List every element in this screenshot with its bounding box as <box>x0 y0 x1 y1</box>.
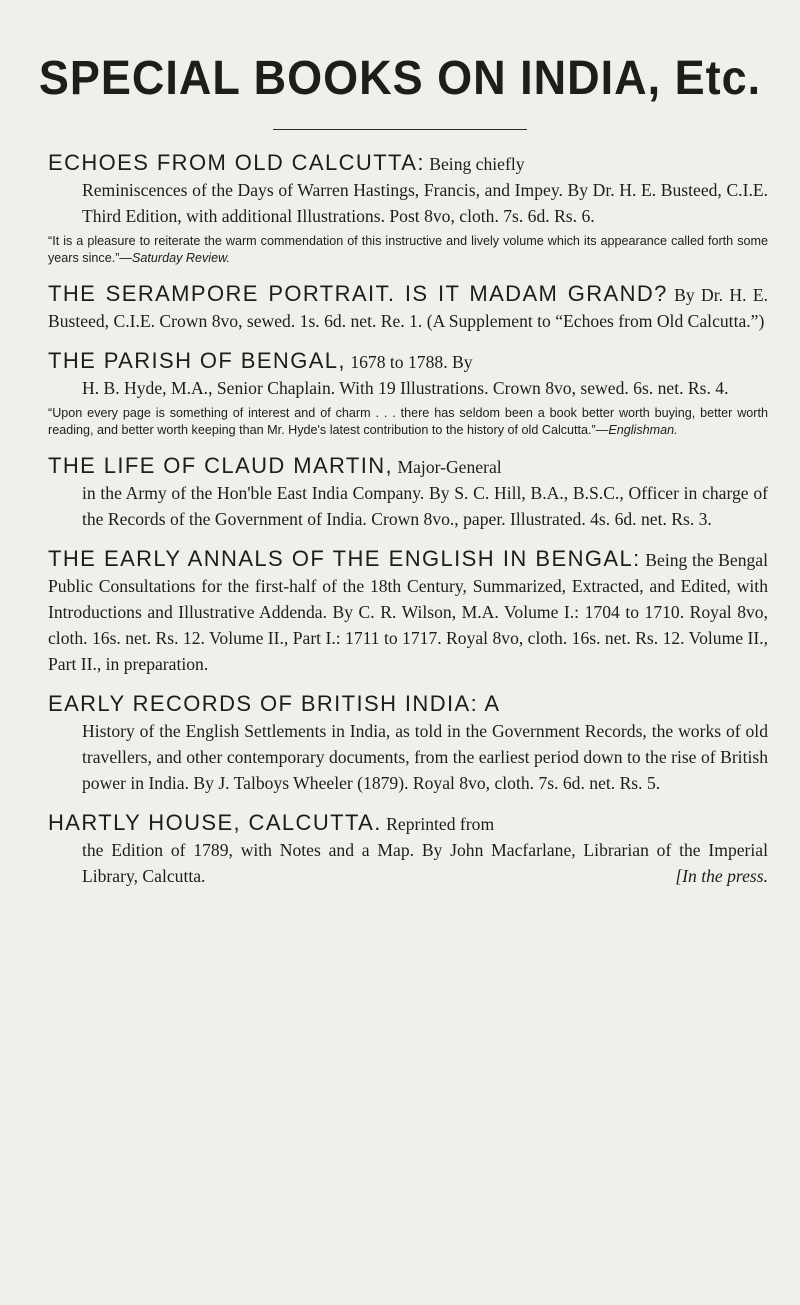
quote-text: “Upon every page is something of interest and of charm . . . there has seldom been a book better worth buying, better worth reading, and better worth keeping than Mr. Hyde's latest contribution to the history of old Calcutta.” <box>48 406 768 437</box>
title-divider <box>273 129 527 130</box>
book-entry-parish <box>48 348 768 439</box>
page-title: SPECIAL BOOKS ON INDIA, Etc. <box>38 49 762 105</box>
book-lead: Being chiefly <box>424 154 525 174</box>
book-details: By Dr. H. E. Busteed, C.I.E. Crown 8vo, sewed. 1s. 6d. net. Re. 1. (A Supplement to “Echoes from Old Calcutta.”) <box>48 285 769 331</box>
book-description <box>48 281 768 334</box>
book-heading: THE LIFE OF CLAUD MARTIN, <box>48 453 394 478</box>
book-details: History of the English Settlements in India, as told in the Government Records, the works of old travellers, and other contemporary documents, from the earliest period down to the rise of British power in India. By J. Talboys Wheeler (1879). Royal 8vo, cloth. 7s. 6d. net. Rs. 5. <box>82 721 768 793</box>
book-heading: HARTLY HOUSE, CALCUTTA. <box>48 810 382 835</box>
book-description <box>48 348 768 401</box>
book-details: Reminiscences of the Days of Warren Hastings, Francis, and Impey. By Dr. H. E. Busteed, C.I.E. Third Edition, with additional Illustrations. Post 8vo, cloth. 7s. 6d. Rs. 6. <box>82 180 768 226</box>
book-details-wrap <box>48 837 768 889</box>
book-heading: EARLY RECORDS OF BRITISH INDIA: A <box>48 691 501 716</box>
review-quote <box>48 405 768 439</box>
book-lead: 1678 to 1788. By <box>345 352 473 372</box>
book-description <box>48 546 768 677</box>
book-heading: ECHOES FROM OLD CALCUTTA: <box>48 150 425 175</box>
book-details: H. B. Hyde, M.A., Senior Chaplain. With 19 Illustrations. Crown 8vo, sewed. 6s. net. Rs. 4. <box>82 378 729 398</box>
quote-source: —Saturday Review. <box>119 251 230 265</box>
book-entry-serampore <box>48 281 768 334</box>
quote-source: —Englishman. <box>595 423 678 437</box>
book-lead: Major-General <box>393 457 502 477</box>
book-description <box>48 150 768 229</box>
book-entry-hartly-house <box>48 810 768 889</box>
book-entry-early-records <box>48 691 768 796</box>
book-lead: Reprinted from <box>381 814 495 834</box>
book-description <box>48 453 768 532</box>
book-heading: THE SERAMPORE PORTRAIT. IS IT MADAM GRAND? <box>48 281 668 306</box>
book-heading: THE EARLY ANNALS OF THE ENGLISH IN BENGAL: <box>48 546 641 571</box>
book-list <box>48 150 768 903</box>
book-details: Being the Bengal Public Consultations for the first-half of the 18th Century, Summarized, Extracted, and Edited, with Introductions and Illustrative Addenda. By C. R. Wilson, M.A. Volume I.: 1704 to 1710. Royal 8vo, cloth. 16s. net. Rs. 12. Volume II., Part I.: 1711 to 1717. Royal 8vo, cloth. 16s. net. Rs. 12. Volume II., Part II., in preparation. <box>48 550 768 674</box>
review-quote <box>48 233 768 267</box>
publication-note: [In the press. <box>675 866 768 886</box>
book-description <box>48 691 768 796</box>
book-entry-echoes <box>48 150 768 267</box>
book-entry-claud-martin <box>48 453 768 532</box>
book-details: the Edition of 1789, with Notes and a Map. By John Macfarlane, Librarian of the Imperial Library, Calcutta. <box>82 840 768 886</box>
book-details: in the Army of the Hon'ble East India Company. By S. C. Hill, B.A., B.S.C., Officer in charge of the Records of the Government of India. Crown 8vo., paper. Illustrated. 4s. 6d. net. Rs. 3. <box>82 483 768 529</box>
book-entry-early-annals <box>48 546 768 677</box>
book-description <box>48 810 768 889</box>
book-heading: THE PARISH OF BENGAL, <box>48 348 346 373</box>
quote-text: “It is a pleasure to reiterate the warm commendation of this instructive and lively volume which its appearance called forth some years since.” <box>48 234 768 265</box>
